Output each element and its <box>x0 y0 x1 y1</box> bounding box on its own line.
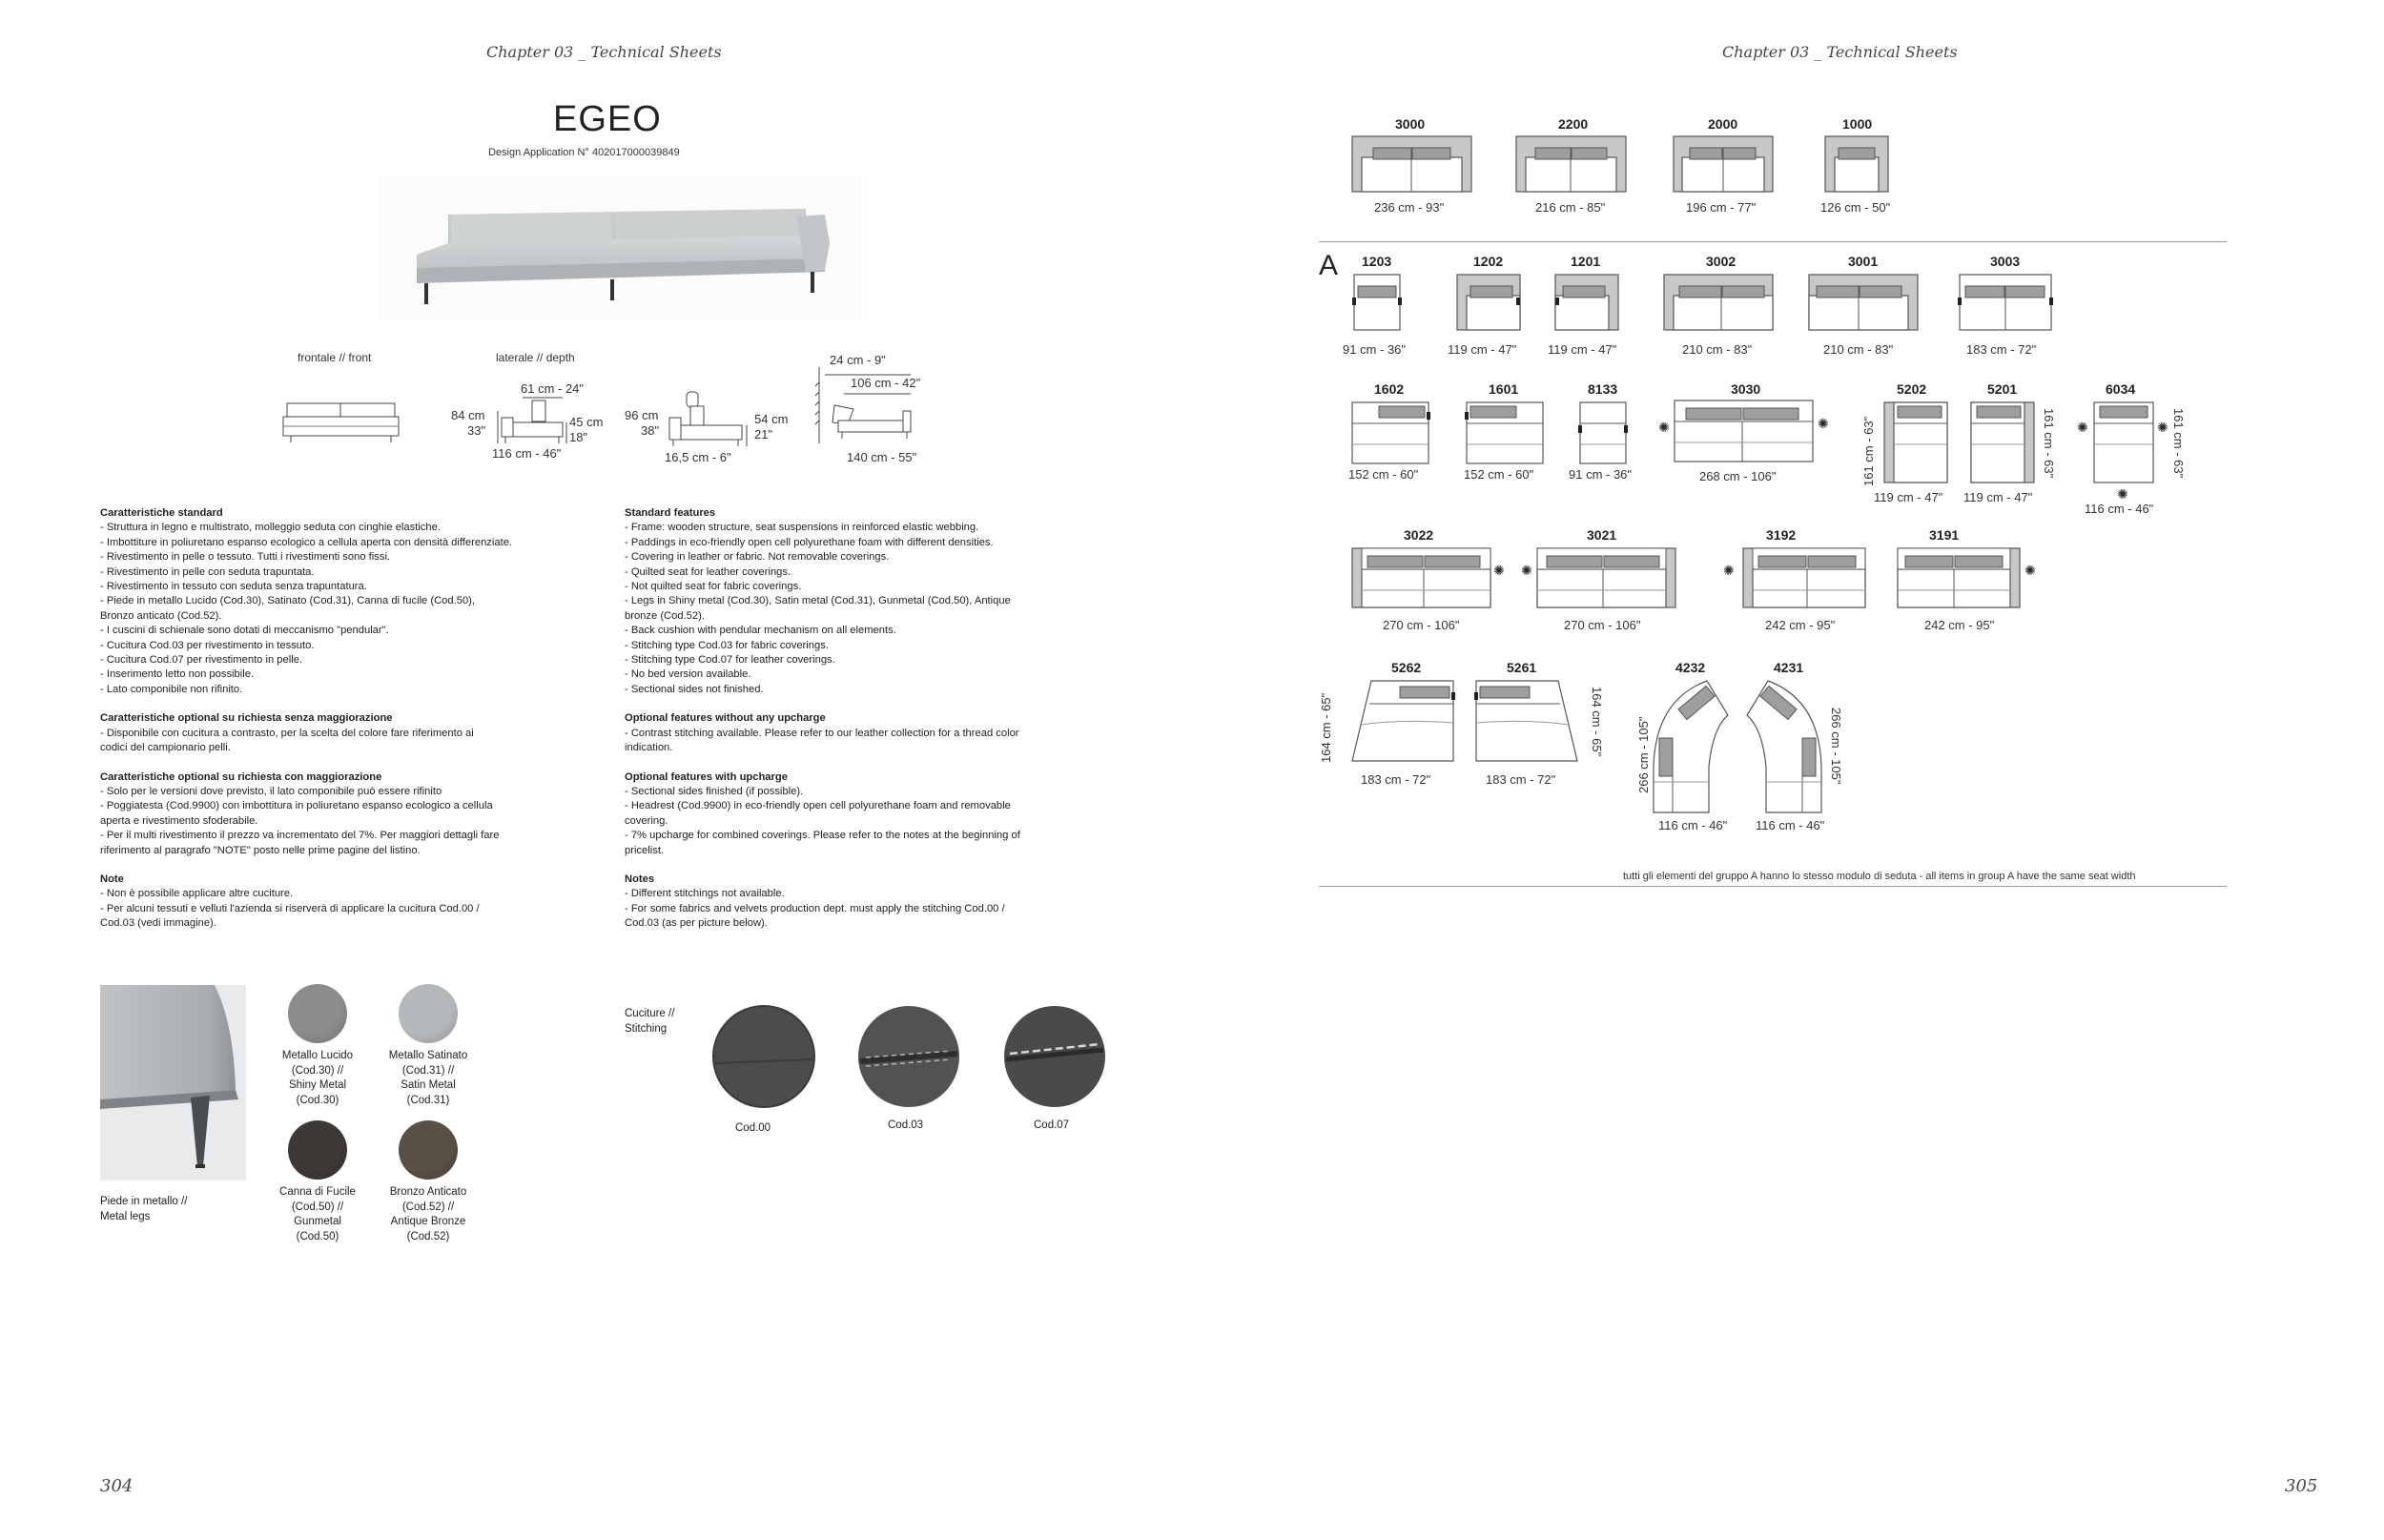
module-size-2200: 216 cm - 85" <box>1535 200 1606 215</box>
module-code-5261: 5261 <box>1507 660 1537 675</box>
finish-line: Metallo Lucido <box>281 1050 354 1061</box>
module-size-1202: 119 cm - 47" <box>1448 342 1517 357</box>
en-opt2-line: - Headrest (Cod.9900) in eco-friendly open cell polyurethane foam and removable <box>625 800 1011 812</box>
en-note-heading: Notes <box>625 873 655 885</box>
module-size-1000: 126 cm - 50" <box>1820 200 1891 215</box>
module-drawing-1201 <box>1555 275 1618 339</box>
stitch-cod03-swatch <box>858 1006 959 1107</box>
en-opt2-line: - 7% upcharge for combined coverings. Please refer to the notes at the beginning of <box>625 830 1020 842</box>
module-drawing-2200 <box>1516 136 1626 200</box>
module-drawing-5202 <box>1884 402 1947 489</box>
chapter-header-left: Chapter 03 _ Technical Sheets <box>486 43 722 61</box>
it-opt2-line: - Solo per le versioni dove previsto, il lato componibile può essere rifinito <box>100 785 442 797</box>
metal-leg-photo <box>100 985 246 1181</box>
en-opt2-heading: Optional features with upcharge <box>625 770 788 783</box>
module-size-3030: 268 cm - 106" <box>1699 469 1777 483</box>
module-size-5201: 119 cm - 47" <box>1963 490 2033 504</box>
asterisk-icon: ✺ <box>2157 420 2168 435</box>
module-size-8133: 91 cm - 36" <box>1569 467 1633 482</box>
it-note-line: Cod.03 (vedi immagine). <box>100 917 216 930</box>
it-std-line: - Imbottiture in poliuretano espanso ecologico a cellula aperta con densità differenziate. <box>100 536 513 548</box>
chapter-header-right: Chapter 03 _ Technical Sheets <box>1722 43 1958 61</box>
page-number-right: 305 <box>2285 1476 2318 1496</box>
module-code-3030: 3030 <box>1731 381 1761 397</box>
side1-top-dim: 61 cm - 24" <box>521 381 585 396</box>
stitch-cod00-label: Cod.00 <box>735 1122 771 1134</box>
side-view-drawing-2 <box>666 389 751 448</box>
metal-legs-label-en: Metal legs <box>100 1210 151 1222</box>
module-drawing-3001 <box>1809 275 1918 339</box>
swatch-satin-metal <box>399 984 458 1043</box>
stitching-label <box>625 1007 674 1037</box>
side-view-drawing-1 <box>494 394 570 446</box>
en-opt2-line: - Sectional sides finished (if possible). <box>625 785 804 797</box>
module-size-5262: 183 cm - 72" <box>1361 772 1431 787</box>
module-drawing-1203 <box>1352 275 1402 339</box>
side2-right-dim-a: 54 cm <box>754 412 789 426</box>
it-opt2-line: - Poggiatesta (Cod.9900) con imbottitura in poliuretano espanso ecologico a cellula <box>100 800 493 812</box>
en-std-line: - Legs in Shiny metal (Cod.30), Satin metal (Cod.31), Gunmetal (Cod.50), Antique <box>625 595 1011 607</box>
en-std-line: - Back cushion with pendular mechanism on all elements. <box>625 625 896 637</box>
finish-line: (Cod.30) <box>296 1094 339 1106</box>
module-size-1201: 119 cm - 47" <box>1548 342 1617 357</box>
finish-line: Satin Metal <box>401 1079 456 1091</box>
module-code-1203: 1203 <box>1362 254 1392 269</box>
it-opt1-heading: Caratteristiche optional su richiesta senza maggiorazione <box>100 712 393 725</box>
finish-caption-shiny <box>265 1049 370 1108</box>
it-opt2-line: - Per il multi rivestimento il prezzo va incrementato del 7%. Per maggiori dettagli fare <box>100 830 500 842</box>
module-drawing-5261 <box>1474 681 1577 768</box>
module-size-4232: 116 cm - 46" <box>1658 818 1728 832</box>
module-drawing-1000 <box>1825 136 1888 200</box>
en-std-line: - No bed version available. <box>625 668 751 681</box>
module-drawing-3022 <box>1352 548 1490 616</box>
it-note-heading: Note <box>100 873 124 885</box>
module-code-3002: 3002 <box>1706 254 1737 269</box>
it-std-line: Bronzo anticato (Cod.52). <box>100 609 222 622</box>
module-size-3000: 236 cm - 93" <box>1374 200 1445 215</box>
module-code-4231: 4231 <box>1774 660 1804 675</box>
module-code-1602: 1602 <box>1374 381 1405 397</box>
asterisk-icon: ✺ <box>1818 416 1829 431</box>
module-size-6034: 116 cm - 46" <box>2085 502 2154 516</box>
module-code-2000: 2000 <box>1708 116 1738 132</box>
finish-line: Bronzo Anticato <box>389 1186 467 1198</box>
en-opt2-line: covering. <box>625 814 668 827</box>
module-vsize-4232: 266 cm - 105" <box>1636 716 1651 793</box>
module-size-2000: 196 cm - 77" <box>1686 200 1757 215</box>
finish-caption-satin <box>376 1049 481 1108</box>
it-std-line: - Rivestimento in tessuto con seduta senza trapuntatura. <box>100 581 367 593</box>
module-drawing-6034 <box>2092 402 2155 489</box>
module-code-2200: 2200 <box>1558 116 1589 132</box>
it-std-line: - Rivestimento in pelle con seduta trapuntata. <box>100 565 315 578</box>
module-drawing-4232 <box>1650 681 1728 819</box>
en-note-line: - For some fabrics and velvets production dept. must apply the stitching Cod.00 / <box>625 902 1005 914</box>
it-note-line: - Per alcuni tessuti e velluti l'azienda si riserverà di applicare la cucitura Cod.00 / <box>100 902 480 914</box>
module-size-3192: 242 cm - 95" <box>1765 618 1836 632</box>
module-drawing-4231 <box>1747 681 1825 819</box>
module-drawing-2000 <box>1674 136 1773 200</box>
swatch-gunmetal <box>288 1120 347 1180</box>
module-size-3002: 210 cm - 83" <box>1682 342 1753 357</box>
it-opt2-line: riferimento al paragrafo "NOTE" posto nelle prime pagine del listino. <box>100 844 421 856</box>
side2-right-dim-b: 21" <box>754 427 773 441</box>
module-code-4232: 4232 <box>1675 660 1706 675</box>
finish-line: (Cod.30) // <box>291 1064 344 1077</box>
module-size-3022: 270 cm - 106" <box>1383 618 1460 632</box>
side1-right-dim-a: 45 cm <box>569 415 604 429</box>
module-vsize-5261: 164 cm - 65" <box>1590 687 1604 757</box>
stitch-cod07-label: Cod.07 <box>1034 1119 1070 1131</box>
en-opt2-line: pricelist. <box>625 844 665 856</box>
module-code-1202: 1202 <box>1473 254 1504 269</box>
module-size-3191: 242 cm - 95" <box>1924 618 1995 632</box>
en-opt1-heading: Optional features without any upcharge <box>625 712 826 725</box>
side3-top-dim-2: 106 cm - 42" <box>851 376 921 390</box>
stitch-cod00-swatch <box>713 1006 814 1107</box>
module-code-3000: 3000 <box>1395 116 1426 132</box>
en-std-line: - Sectional sides not finished. <box>625 683 764 695</box>
en-std-line: - Frame: wooden structure, seat suspensions in reinforced elastic webbing. <box>625 522 979 534</box>
finish-line: (Cod.31) <box>406 1094 450 1106</box>
module-vsize-5262: 164 cm - 65" <box>1319 692 1333 763</box>
stitching-label-en: Stitching <box>625 1022 668 1035</box>
module-size-1601: 152 cm - 60" <box>1464 467 1534 482</box>
finish-line: (Cod.52) <box>406 1230 450 1242</box>
it-std-line: - Inserimento letto non possibile. <box>100 668 255 681</box>
it-note-line: - Non è possibile applicare altre cuciture. <box>100 888 294 900</box>
module-drawing-5201 <box>1971 402 2034 489</box>
module-size-1602: 152 cm - 60" <box>1348 467 1419 482</box>
it-opt1-line: codici del campionario pelli. <box>100 742 231 754</box>
module-code-3003: 3003 <box>1990 254 2021 269</box>
en-opt1-line: indication. <box>625 742 673 754</box>
it-std-line: - Struttura in legno e multistrato, molleggio seduta con cinghie elastiche. <box>100 522 441 534</box>
group-a-footnote: tutti gli elementi del gruppo A hanno lo stesso modulo di seduta - all items in group A have the same seat width <box>1623 871 2136 882</box>
finish-line: Gunmetal <box>294 1216 341 1227</box>
module-vsize-5201: 161 cm - 63" <box>2042 408 2056 479</box>
side-view-label: laterale // depth <box>496 351 575 364</box>
it-opt2-heading: Caratteristiche optional su richiesta con maggiorazione <box>100 770 382 783</box>
italian-features <box>100 506 596 932</box>
finish-line: (Cod.50) <box>296 1230 339 1242</box>
front-view-label: frontale // front <box>298 351 372 364</box>
en-std-line: - Covering in leather or fabric. Not removable coverings. <box>625 551 890 564</box>
asterisk-icon: ✺ <box>2077 420 2088 435</box>
finish-line: (Cod.52) // <box>401 1201 455 1213</box>
module-size-3003: 183 cm - 72" <box>1966 342 2037 357</box>
module-code-3001: 3001 <box>1848 254 1879 269</box>
product-title: EGEO <box>553 99 662 139</box>
asterisk-icon: ✺ <box>2024 563 2036 578</box>
module-drawing-3003 <box>1958 275 2053 339</box>
it-std-line: - Rivestimento in pelle o tessuto. Tutti i rivestimenti sono fissi. <box>100 551 391 564</box>
module-drawing-1202 <box>1457 275 1520 339</box>
stitch-cod03-label: Cod.03 <box>888 1119 924 1131</box>
finish-line: Antique Bronze <box>390 1216 466 1227</box>
module-drawing-8133 <box>1578 402 1628 470</box>
module-drawing-3030 <box>1675 400 1813 468</box>
design-application: Design Application N° 402017000039849 <box>488 147 680 158</box>
side1-right-dim-b: 18" <box>569 430 588 444</box>
module-drawing-3021 <box>1537 548 1675 616</box>
module-drawing-1602 <box>1352 402 1430 470</box>
side1-left-dim-b: 33" <box>467 423 486 438</box>
finish-caption-bronze <box>376 1185 481 1244</box>
asterisk-icon: ✺ <box>1658 420 1670 435</box>
en-standard-heading: Standard features <box>625 507 716 519</box>
module-drawing-5262 <box>1352 681 1455 768</box>
side2-left-dim-a: 96 cm <box>625 408 659 422</box>
module-size-5202: 119 cm - 47" <box>1874 490 1943 504</box>
english-features <box>625 506 1120 932</box>
bottom-divider <box>1319 886 2227 887</box>
swatch-antique-bronze <box>399 1120 458 1180</box>
finish-line: Canna di Fucile <box>279 1186 356 1198</box>
it-opt1-line: - Disponibile con cucitura a contrasto, per la scelta del colore fare riferimento ai <box>100 727 474 739</box>
finish-line: (Cod.50) // <box>291 1201 344 1213</box>
module-drawing-3002 <box>1664 275 1773 339</box>
side3-bottom-dim: 140 cm - 55" <box>847 450 917 464</box>
front-view-drawing <box>281 399 401 446</box>
module-code-3192: 3192 <box>1766 527 1797 543</box>
en-note-line: Cod.03 (as per picture below). <box>625 917 768 930</box>
module-code-1201: 1201 <box>1571 254 1601 269</box>
page-number-left: 304 <box>100 1476 134 1496</box>
module-code-1000: 1000 <box>1842 116 1873 132</box>
finish-line: Shiny Metal <box>288 1079 347 1091</box>
asterisk-icon: ✺ <box>1493 563 1505 578</box>
module-vsize-4231: 266 cm - 105" <box>1829 708 1843 785</box>
finish-line: Metallo Satinato <box>388 1050 468 1061</box>
asterisk-icon: ✺ <box>1723 563 1735 578</box>
en-std-line: - Not quilted seat for fabric coverings. <box>625 581 802 593</box>
module-code-6034: 6034 <box>2106 381 2136 397</box>
module-size-3021: 270 cm - 106" <box>1564 618 1641 632</box>
side1-bottom-dim: 116 cm - 46" <box>492 446 562 461</box>
module-drawing-3191 <box>1898 548 2020 616</box>
it-std-line: - Lato componibile non rifinito. <box>100 683 243 695</box>
finish-caption-gunmetal <box>265 1185 370 1244</box>
asterisk-icon: ✺ <box>1521 563 1532 578</box>
it-std-line: - Cucitura Cod.07 per rivestimento in pelle. <box>100 654 303 667</box>
module-drawing-3000 <box>1352 136 1471 200</box>
module-vsize-5202: 161 cm - 63" <box>1861 416 1876 486</box>
metal-legs-label-it: Piede in metallo // <box>100 1196 188 1207</box>
en-note-line: - Different stitchings not available. <box>625 888 785 900</box>
en-std-line: bronze (Cod.52). <box>625 609 705 622</box>
top-divider <box>1319 241 2227 242</box>
module-code-3022: 3022 <box>1404 527 1434 543</box>
it-opt2-line: aperta e rivestimento sfoderabile. <box>100 814 258 827</box>
module-size-4231: 116 cm - 46" <box>1756 818 1825 832</box>
it-std-line: - I cuscini di schienale sono dotati di meccanismo "pendular". <box>100 625 389 637</box>
en-opt1-line: - Contrast stitching available. Please refer to our leather collection for a thread color <box>625 727 1019 739</box>
finish-line: (Cod.31) // <box>401 1064 455 1077</box>
stitching-label-it: Cuciture // <box>625 1008 675 1019</box>
module-size-3001: 210 cm - 83" <box>1823 342 1894 357</box>
it-std-line: - Cucitura Cod.03 per rivestimento in tessuto. <box>100 639 315 651</box>
module-drawing-1601 <box>1465 402 1543 470</box>
side2-left-dim-b: 38" <box>641 423 660 438</box>
side3-top-dim-1: 24 cm - 9" <box>830 353 886 367</box>
en-std-line: - Paddings in eco-friendly open cell polyurethane foam with different densities. <box>625 536 994 548</box>
module-code-3191: 3191 <box>1929 527 1960 543</box>
it-std-line: - Piede in metallo Lucido (Cod.30), Satinato (Cod.31), Canna di fucile (Cod.50), <box>100 595 476 607</box>
asterisk-icon: ✺ <box>2117 486 2128 502</box>
module-code-5201: 5201 <box>1987 381 2018 397</box>
module-code-3021: 3021 <box>1587 527 1617 543</box>
module-code-5262: 5262 <box>1391 660 1422 675</box>
module-size-1203: 91 cm - 36" <box>1343 342 1407 357</box>
en-std-line: - Quilted seat for leather coverings. <box>625 565 791 578</box>
module-code-8133: 8133 <box>1588 381 1618 397</box>
en-std-line: - Stitching type Cod.03 for fabric coverings. <box>625 639 829 651</box>
module-vsize-6034: 161 cm - 63" <box>2171 408 2186 479</box>
sofa-photo <box>377 176 863 319</box>
side-view-drawing-3 <box>815 367 920 448</box>
module-size-5261: 183 cm - 72" <box>1486 772 1556 787</box>
stitch-cod07-swatch <box>1004 1006 1105 1107</box>
en-std-line: - Stitching type Cod.07 for leather coverings. <box>625 654 835 667</box>
it-standard-heading: Caratteristiche standard <box>100 507 223 519</box>
metal-legs-label <box>100 1195 187 1224</box>
group-a-letter: A <box>1319 250 1339 281</box>
swatch-shiny-metal <box>288 984 347 1043</box>
module-code-5202: 5202 <box>1897 381 1927 397</box>
module-drawing-3192 <box>1743 548 1865 616</box>
side1-left-dim-a: 84 cm <box>451 408 485 422</box>
module-code-1601: 1601 <box>1489 381 1519 397</box>
side2-bottom-dim: 16,5 cm - 6" <box>665 450 731 464</box>
